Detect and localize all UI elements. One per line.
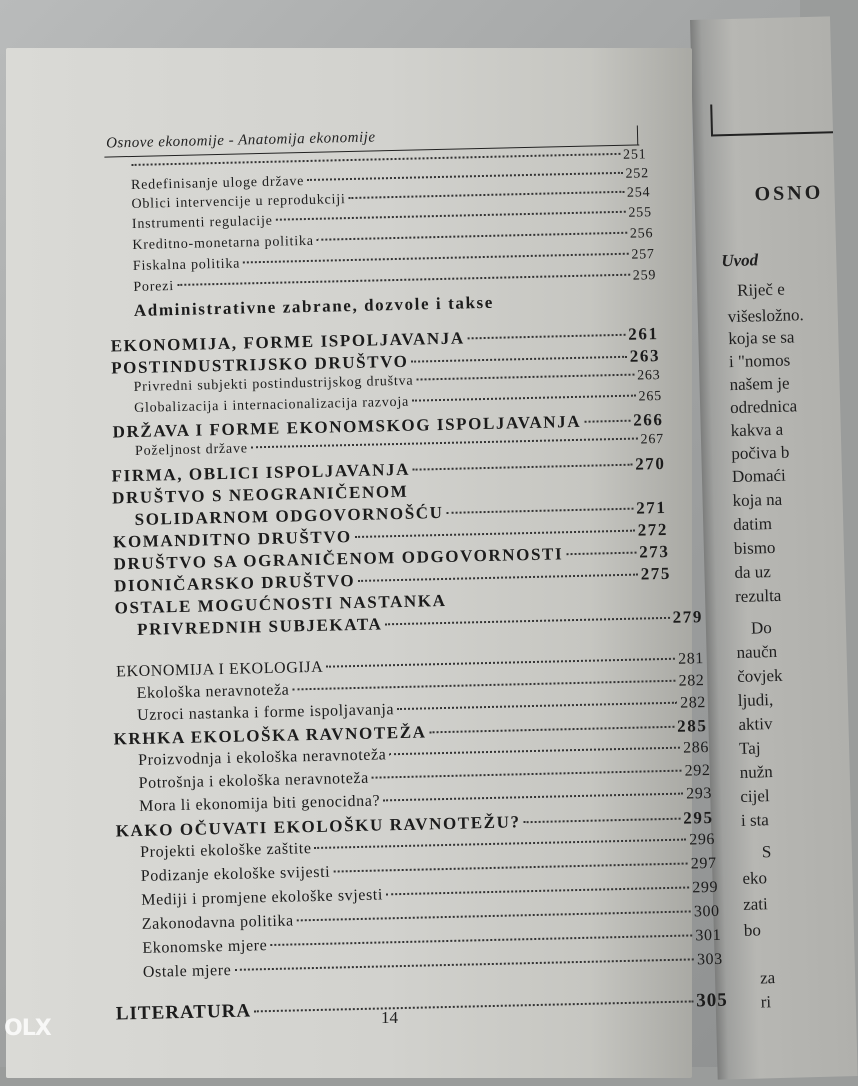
toc-entry-title: Oblici intervencije u reprodukciji [131,192,346,212]
header-rule-tick [637,125,638,145]
toc-entry-page: 272 [637,519,669,540]
toc-entry-title: Fiskalna politika [132,256,241,274]
dot-leader [297,910,691,921]
toc-entry-page: 303 [696,950,723,969]
toc-entry-page: 266 [632,409,664,430]
toc-entry-title: Redefinisanje uloge države [130,174,305,193]
toc-entry-page: 299 [692,878,719,897]
toc-entry-page: 259 [632,268,657,284]
dot-leader [355,530,635,538]
facing-page-line: Do [750,618,772,638]
running-head: Osnove ekonomije - Anatomija ekonomije [105,129,376,152]
toc-entry-title: KAKO OČUVATI EKOLOŠKU RAVNOTEŽU? [115,812,521,841]
dot-leader [358,574,637,582]
toc-entry-page: 292 [684,761,711,780]
facing-page-line: i sta [740,810,770,830]
facing-page-line: da uz [734,562,772,583]
facing-page-line: kakva a [730,419,784,441]
toc-entry-page: 286 [682,739,710,757]
dot-leader [389,747,680,756]
dot-leader [372,770,682,779]
toc-entry-title: POSTINDUSTRIJSKO DRUŠTVO [110,351,409,378]
toc-entry: DRUŠTVO S NEOGRANIČENOM [111,481,409,508]
facing-page-line: eko [742,868,768,888]
toc-entry [116,990,728,1026]
dot-leader [566,552,636,556]
facing-page-line: Domaći [731,465,787,487]
facing-page-line: aktiv [738,714,773,734]
page-number: 14 [381,1008,398,1027]
dot-leader [416,374,634,381]
dot-leader [468,334,626,340]
facing-page-line: za [759,968,776,988]
facing-page-line: počiva b [731,442,790,464]
toc-entry-title: EKONOMIJA, FORME ISPOLJAVANJA [110,328,465,356]
facing-page-line: Taj [738,738,761,758]
toc-entry-page: 270 [634,453,666,474]
dot-leader [447,508,634,514]
dot-leader [243,253,628,264]
dot-leader [411,356,626,363]
facing-page-line: naučn [736,641,778,662]
toc-entry-page: 252 [625,166,650,182]
dot-leader [430,726,675,734]
facing-page-frame [710,101,833,136]
facing-page-line: cijel [740,786,770,806]
dot-leader [333,863,688,873]
facing-page-line: Riječ e [736,279,785,300]
facing-page-line: koja se sa [728,327,795,349]
facing-page-line: našem je [729,373,790,395]
toc-entry-page: 263 [629,346,661,366]
dot-leader [524,818,681,824]
toc-entry-page: 263 [636,368,661,384]
toc-entry: Administrativne zabrane, dozvole i takse [133,292,495,320]
toc-entry-title: Globalizacija i internacionalizacija razvoja [133,394,410,416]
toc-entry-title: PRIVREDNIH SUBJEKATA [136,614,383,639]
toc-entry-page: 255 [628,205,652,221]
toc-entry-title: Privredni subjekti postindustrijskog društva [133,373,414,395]
toc-entry-page: 295 [683,807,714,828]
dot-leader [276,211,626,221]
toc-entry-page: 301 [695,926,722,945]
toc-entry-title: Proizvodnja i ekološka neravnoteža [137,746,387,769]
toc-entry-page: 300 [693,902,720,921]
toc-entry-title: LITERATURA [115,1000,252,1025]
toc-entry-page: 285 [676,716,708,736]
facing-page-title: OSNO [754,181,824,206]
toc-entry-page: 261 [628,324,659,344]
dot-leader [234,958,694,970]
toc-entry-page: 281 [677,650,705,668]
page-content [6,40,728,1085]
toc-entry-page: 293 [686,784,713,803]
toc-entry: OSTALE MOGUĆNOSTI NASTANKA [114,590,447,618]
dot-leader [386,886,689,895]
dot-leader [315,839,687,849]
toc-entry-title: SOLIDARNOM ODGOVORNOŠĆU [134,502,444,529]
toc-entry-title: FIRMA, OBLICI ISPOLJAVANJA [111,459,411,486]
dot-leader [254,1000,693,1012]
toc-entry-title: Ekonomske mjere [142,937,268,957]
facing-page-line: bo [743,920,762,940]
toc-entry-page: 297 [690,854,717,873]
toc-entry-title: DRŽAVA I FORME EKONOMSKOG ISPOLJAVANJA [112,411,582,442]
toc-entry-title: KOMANDITNO DRUŠTVO [112,527,352,552]
toc-entry-title: Instrumenti regulacije [131,213,273,232]
toc-entry-title: Porezi [133,279,175,295]
dot-leader [270,934,692,946]
toc-entry-page: 305 [695,989,728,1012]
dot-leader [349,191,624,199]
toc-entry-page: 271 [635,497,667,518]
toc-entry-page: 256 [629,226,654,242]
facing-page-line: bismo [733,537,776,559]
dot-leader [307,172,622,181]
facing-page-section: Uvod [721,250,759,271]
dot-leader [177,274,630,286]
facing-page-line: ljudi, [737,690,774,710]
toc-entry-title: Ekološka neravnoteža [136,681,290,702]
facing-page-line: nužn [739,762,773,782]
toc-entry-title: Mediji i promjene ekološke svjesti [141,886,384,909]
toc-entry-page: 279 [672,607,704,627]
toc-entry-title: Kreditno-monetarna politika [132,233,314,253]
dot-leader [251,438,638,449]
watermark-logo [4,1016,54,1056]
toc-entry-page: 254 [626,185,651,201]
book-page [6,48,728,1078]
toc-entry-page: 282 [679,694,707,712]
toc-entry-title: Poželjnost države [134,441,248,459]
facing-page-line: koja na [732,489,783,511]
facing-page-line: i "nomos [728,350,791,372]
toc-entry-title: DRUŠTVO SA OGRANIČENOM ODGOVORNOSTI [113,544,564,574]
toc-entry-page: 273 [638,541,670,562]
toc-entry-title: Mora li ekonomija biti genocidna? [138,792,381,815]
toc-entry-page: 251 [622,147,647,163]
toc-entry-title: Potrošnja i ekološka neravnoteža [138,769,370,792]
toc-entry-title: KRHKA EKOLOŠKA RAVNOTEŽA [113,722,427,749]
facing-page-line: rezulta [734,585,782,607]
toc-entry-title: Zakonodavna politika [141,912,294,933]
facing-page-line: S [761,842,772,862]
dot-leader [584,420,630,423]
facing-page-line: čovjek [736,665,783,686]
toc-entry-title: Projekti ekološke zaštite [140,840,312,861]
toc-entry-page: 275 [640,563,672,584]
toc-entry-title: Podizanje ekološke svijesti [140,863,331,885]
toc-entry-title: DIONIČARSKO DRUŠTVO [113,570,356,596]
dot-leader [317,232,627,241]
watermark-text: OLX [4,1016,51,1041]
facing-page-line: datim [732,514,773,535]
dot-leader [397,702,677,710]
toc-entry-page: 296 [689,830,716,849]
toc-entry-title: EKONOMIJA I EKOLOGIJA [115,658,324,681]
dot-leader [292,680,675,691]
toc-entry-title: Ostale mjere [142,961,232,981]
dot-leader [326,658,675,668]
facing-page-line: zati [742,894,768,914]
facing-page-line: odrednica [729,396,798,418]
dot-leader [412,395,636,402]
facing-page-line: ri [760,992,772,1012]
toc-entry-page: 265 [638,388,663,405]
toc-entry-page: 257 [631,247,655,263]
toc-entry-title: Uzroci nastanka i forme ispoljavanja [136,701,395,724]
dot-leader [413,464,632,471]
toc-entry-page: 282 [678,672,705,690]
dot-leader [385,617,669,625]
toc-entry-page: 267 [640,431,665,448]
facing-page-line: višesložno. [727,305,805,327]
dot-leader [383,793,683,802]
